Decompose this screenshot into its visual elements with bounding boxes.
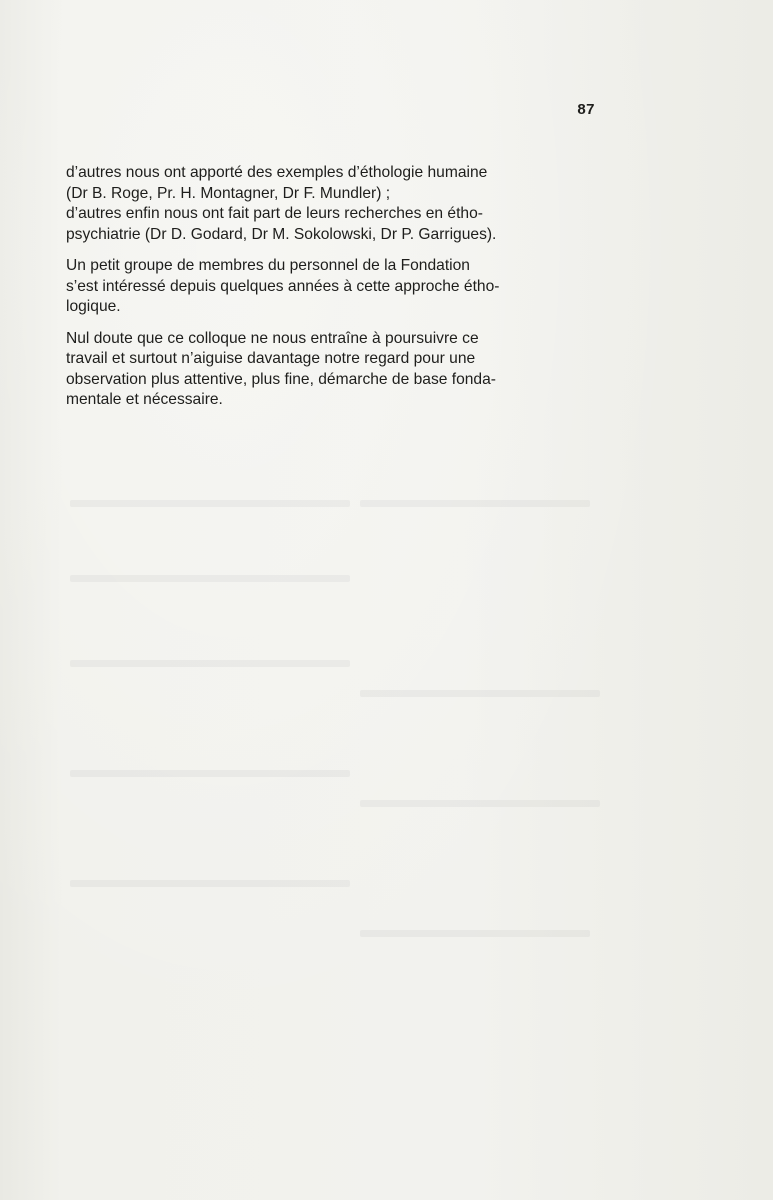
text-line: Un petit groupe de membres du personnel de la Fondation	[66, 257, 470, 274]
text-line: d’autres enfin nous ont fait part de leurs recherches en étho-	[66, 205, 483, 222]
body-text	[66, 163, 592, 411]
paragraph	[66, 329, 592, 411]
paragraph	[66, 204, 592, 245]
text-line: mentale et nécessaire.	[66, 391, 223, 408]
text-line: s’est intéressé depuis quelques années à cette approche étho-	[66, 277, 500, 295]
text-line: Nul doute que ce colloque ne nous entraîne à poursuivre ce	[66, 329, 479, 347]
text-line: observation plus attentive, plus fine, démarche de base fonda-	[66, 370, 496, 388]
text-line: logique.	[66, 298, 121, 315]
paragraph	[66, 163, 592, 204]
paragraph	[66, 256, 592, 318]
text-line: d’autres nous ont apporté des exemples d’éthologie humaine	[66, 164, 488, 181]
text-line: (Dr B. Roge, Pr. H. Montagner, Dr F. Mundler) ;	[66, 184, 391, 202]
text-line: psychiatrie (Dr D. Godard, Dr M. Sokolowski, Dr P. Garrigues).	[66, 225, 497, 243]
page-number: 87	[577, 101, 595, 118]
text-line: travail et surtout n’aiguise davantage notre regard pour une	[66, 350, 476, 367]
